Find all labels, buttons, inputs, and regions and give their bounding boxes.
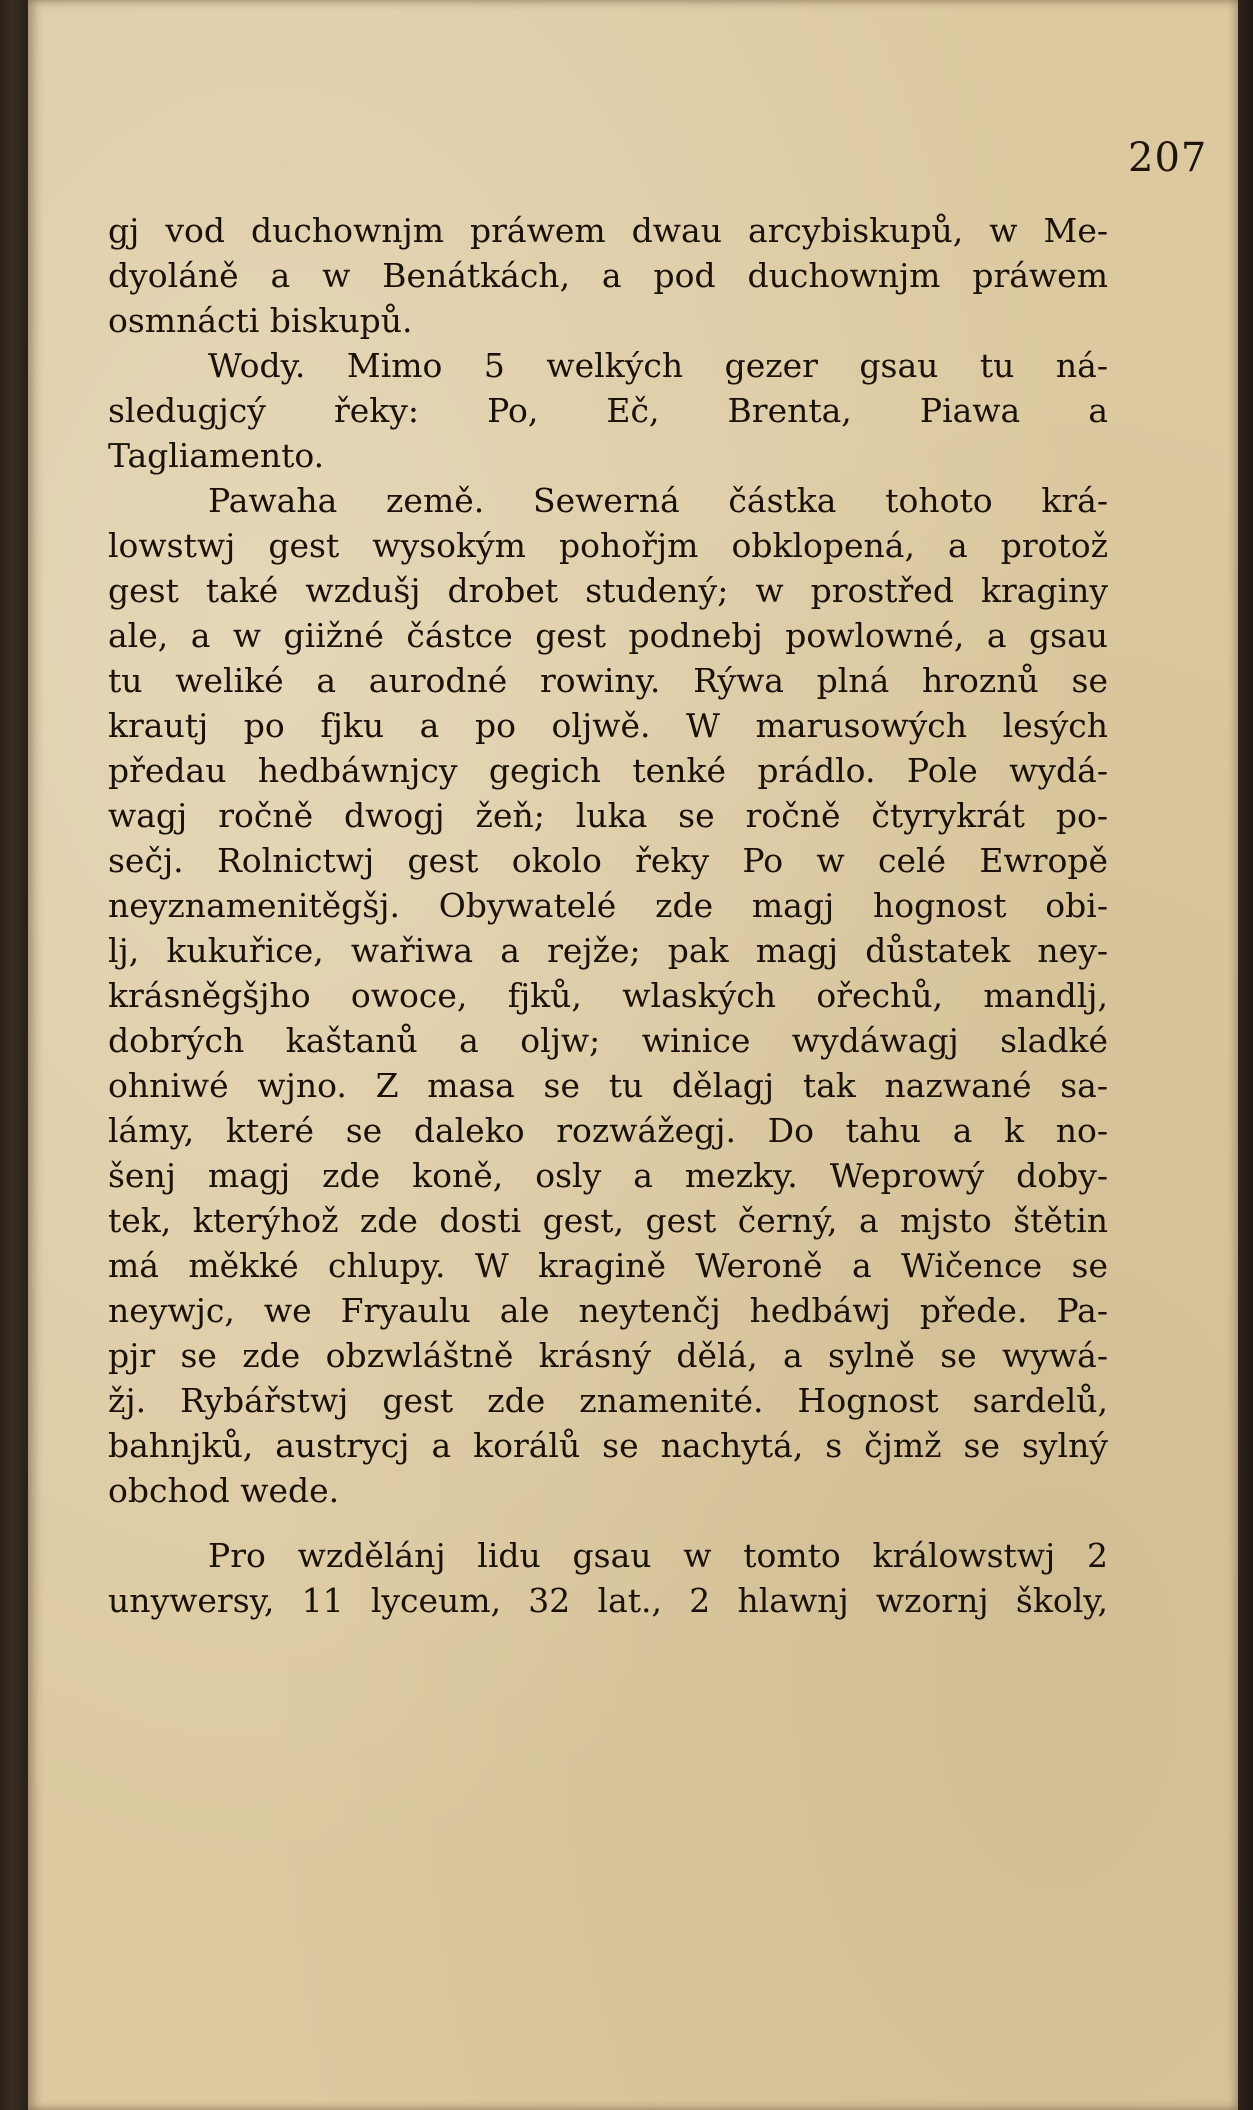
text-line: Pawaha země. Sewerná částka tohoto krá- [208, 481, 1108, 520]
text-line: předau hedbáwnjcy gegich tenké prádlo. Pole wydá- [108, 751, 1108, 790]
text-line: pjr se zde obzwláštně krásný dělá, a sylně se wywá- [108, 1336, 1108, 1375]
text-line: lámy, které se daleko rozwážegj. Do tahu a k no- [108, 1111, 1108, 1150]
text-line: dobrých kaštanů a oljw; winice wydáwagj sladké [108, 1021, 1108, 1060]
paragraph-gap [108, 1513, 1108, 1533]
paragraph [108, 1533, 1108, 1623]
text-line: tu weliké a aurodné rowiny. Rýwa plná hroznů se [108, 661, 1108, 700]
text-line: krautj po fjku a po oljwě. W marusowých lesých [108, 706, 1108, 745]
text-line: žj. Rybářstwj gest zde znamenité. Hognost sardelů, [108, 1381, 1108, 1420]
text-line: má měkké chlupy. W kragině Weroně a Wičence se [108, 1246, 1108, 1285]
text-line: tek, kterýhož zde dosti gest, gest černý, a mjsto štětin [108, 1201, 1108, 1240]
body-text [108, 208, 1108, 1623]
text-line: krásněgšjho owoce, fjků, wlaských ořechů, mandlj, [108, 976, 1108, 1015]
text-line: lowstwj gest wysokým pohořjm obklopená, a protož [108, 526, 1108, 565]
page-number: 207 [1128, 135, 1208, 181]
text-line: ale, a w giižné částce gest podnebj powlowné, a gsau [108, 616, 1108, 655]
text-line: obchod wede. [108, 1471, 340, 1510]
text-line: gest také wzdušj drobet studený; w prostřed kraginy [108, 571, 1108, 610]
paragraph [108, 478, 1108, 1513]
text-line: dyoláně a w Benátkách, a pod duchownjm práwem [108, 256, 1108, 295]
paragraph [108, 343, 1108, 478]
text-line: Pro wzdělánj lidu gsau w tomto králowstwj 2 [208, 1536, 1108, 1575]
text-line: wagj ročně dwogj žeň; luka se ročně čtyrykrát po- [108, 796, 1108, 835]
text-line: neyznamenitěgšj. Obywatelé zde magj hognost obi- [108, 886, 1108, 925]
text-line: unywersy, 11 lyceum, 32 lat., 2 hlawnj wzornj školy, [108, 1581, 1108, 1620]
text-line: Tagliamento. [108, 436, 325, 475]
text-line: sledugjcý řeky: Po, Eč, Brenta, Piawa a [108, 391, 1108, 430]
text-line: sečj. Rolnictwj gest okolo řeky Po w celé Ewropě [108, 841, 1108, 880]
text-line: osmnácti biskupů. [108, 301, 413, 340]
paragraph [108, 208, 1108, 343]
text-line: neywjc, we Fryaulu ale neytenčj hedbáwj přede. Pa- [108, 1291, 1108, 1330]
text-line: Wody. Mimo 5 welkých gezer gsau tu ná- [208, 346, 1108, 385]
text-line: ohniwé wjno. Z masa se tu dělagj tak nazwané sa- [108, 1066, 1108, 1105]
text-line: šenj magj zde koně, osly a mezky. Weprowý doby- [108, 1156, 1108, 1195]
text-line: gj vod duchownjm práwem dwau arcybiskupů, w Me- [108, 211, 1108, 250]
text-line: bahnjků, austrycj a korálů se nachytá, s čjmž se sylný [108, 1426, 1108, 1465]
text-line: lj, kukuřice, wařiwa a rejže; pak magj důstatek ney- [108, 931, 1108, 970]
book-page [28, 0, 1238, 2110]
